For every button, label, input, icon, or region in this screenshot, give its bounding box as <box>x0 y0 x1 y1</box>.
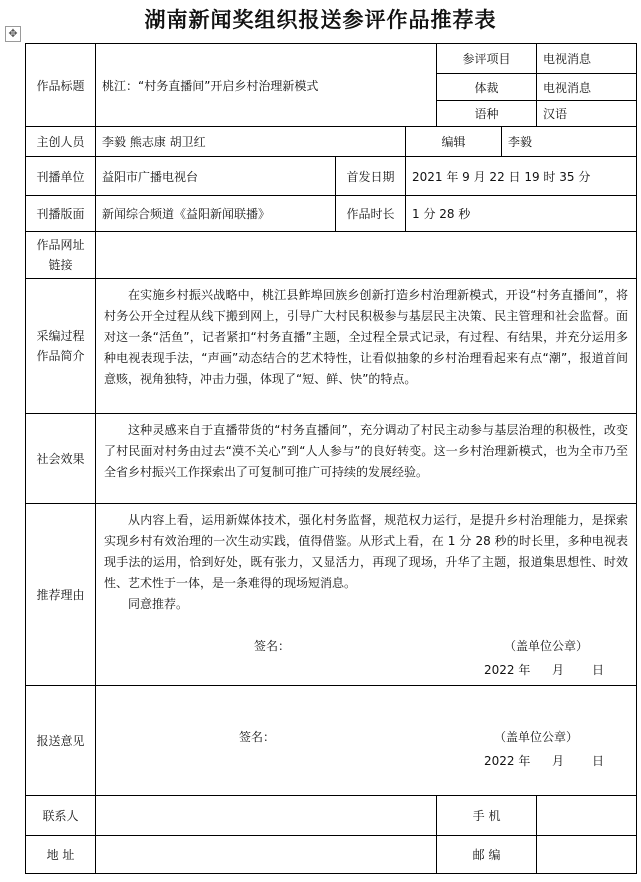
editor-value[interactable]: 李毅 <box>502 127 637 157</box>
first-date-value[interactable]: 2021 年 9 月 22 日 19 时 35 分 <box>406 157 637 196</box>
opinion-label: 报送意见 <box>26 686 96 796</box>
opinion-date-day: 日 <box>592 754 605 768</box>
url-value[interactable] <box>96 232 637 279</box>
mobile-label: 手 机 <box>437 796 537 836</box>
opinion-cell[interactable] <box>96 686 637 796</box>
reason-date-month: 月 <box>552 663 565 677</box>
effect-cell[interactable] <box>96 414 637 504</box>
language-value[interactable]: 汉语 <box>537 101 637 127</box>
address-label: 地 址 <box>26 836 96 874</box>
reason-date-year: 2022 年 <box>484 663 531 677</box>
work-title-value[interactable]: 桃江：“村务直播间”开启乡村治理新模式 <box>96 44 437 127</box>
recommendation-form-table <box>25 43 637 874</box>
language-label: 语种 <box>437 101 537 127</box>
duration-value[interactable]: 1 分 28 秒 <box>406 196 637 232</box>
reason-label: 推荐理由 <box>26 504 96 686</box>
process-label-line1: 采编过程 <box>36 329 85 343</box>
work-title-label: 作品标题 <box>26 44 96 127</box>
effect-text: 这种灵感来自于直播带货的“村务直播间”，充分调动了村民主动参与基层治理的积极性，改变了村民面对村务由过去“漠不关心”到“人人参与”的良好转变。这一乡村治理新模式，也为全市乃至全省乡村振兴工作探索出了可复制可推广可持续的发展经验。 <box>104 423 629 479</box>
publisher-value[interactable]: 益阳市广播电视台 <box>96 157 336 196</box>
url-label-line2: 链接 <box>48 258 73 272</box>
entry-item-label: 参评项目 <box>437 44 537 74</box>
reason-cell[interactable] <box>96 504 637 686</box>
duration-label: 作品时长 <box>336 196 406 232</box>
edition-label: 刊播版面 <box>26 196 96 232</box>
postcode-value[interactable] <box>537 836 637 874</box>
publisher-label: 刊播单位 <box>26 157 96 196</box>
postcode-label: 邮 编 <box>437 836 537 874</box>
url-label-line1: 作品网址 <box>36 238 85 252</box>
creators-label: 主创人员 <box>26 127 96 157</box>
genre-value[interactable]: 电视消息 <box>537 74 637 101</box>
genre-label: 体裁 <box>437 74 537 101</box>
opinion-date-year: 2022 年 <box>484 754 531 768</box>
process-label <box>26 279 96 414</box>
first-date-label: 首发日期 <box>336 157 406 196</box>
reason-text: 从内容上看，运用新媒体技术，强化村务监督，规范权力运行，是提升乡村治理能力，是探索实现乡村有效治理的一次生动实践，值得借鉴。从形式上看，在 1 分 28 秒的时长里，多种电视表现手法的运用，恰到好处，既有张力，又显活力，再现了现场，升华了主题，报道集思想性、时效性、艺术性于一体，是一条难得的现场短消息。 <box>104 513 629 590</box>
entry-item-value[interactable]: 电视消息 <box>537 44 637 74</box>
editor-label: 编辑 <box>406 127 502 157</box>
url-label <box>26 232 96 279</box>
reason-date-day: 日 <box>592 663 605 677</box>
opinion-sign-label: 签名： <box>239 730 276 744</box>
edition-value[interactable]: 新闻综合频道《益阳新闻联播》 <box>96 196 336 232</box>
reason-sign-label: 签名： <box>254 639 291 653</box>
effect-label: 社会效果 <box>26 414 96 504</box>
opinion-seal-label: （盖单位公章） <box>494 730 579 744</box>
opinion-date-month: 月 <box>552 754 565 768</box>
move-arrows-icon[interactable]: ✥ <box>5 26 21 42</box>
process-label-line2: 作品简介 <box>36 349 85 363</box>
reason-closing: 同意推荐。 <box>128 597 189 611</box>
mobile-value[interactable] <box>537 796 637 836</box>
creators-value[interactable]: 李毅 熊志康 胡卫红 <box>96 127 406 157</box>
contact-label: 联系人 <box>26 796 96 836</box>
address-value[interactable] <box>96 836 437 874</box>
document-title: 湖南新闻奖组织报送参评作品推荐表 <box>144 7 497 32</box>
reason-seal-label: （盖单位公章） <box>504 639 589 653</box>
process-text: 在实施乡村振兴战略中，桃江县鲊埠回族乡创新打造乡村治理新模式，开设“村务直播间”，将村务公开全过程从线下搬到网上，引导广大村民积极参与基层民主决策、民主管理和社会监督。面对这一条“活鱼”，记者紧扣“村务直播”主题，全过程全景式记录，有过程、有结果，并充分运用多种电视表现手法，“声画”动态结合的艺术特性，让看似抽象的乡村治理看起来有点“潮”，报道首间意赅，视角独特，冲击力强，体现了“短、鲜、快”的特点。 <box>104 288 629 386</box>
process-cell[interactable] <box>96 279 637 414</box>
contact-value[interactable] <box>96 796 437 836</box>
